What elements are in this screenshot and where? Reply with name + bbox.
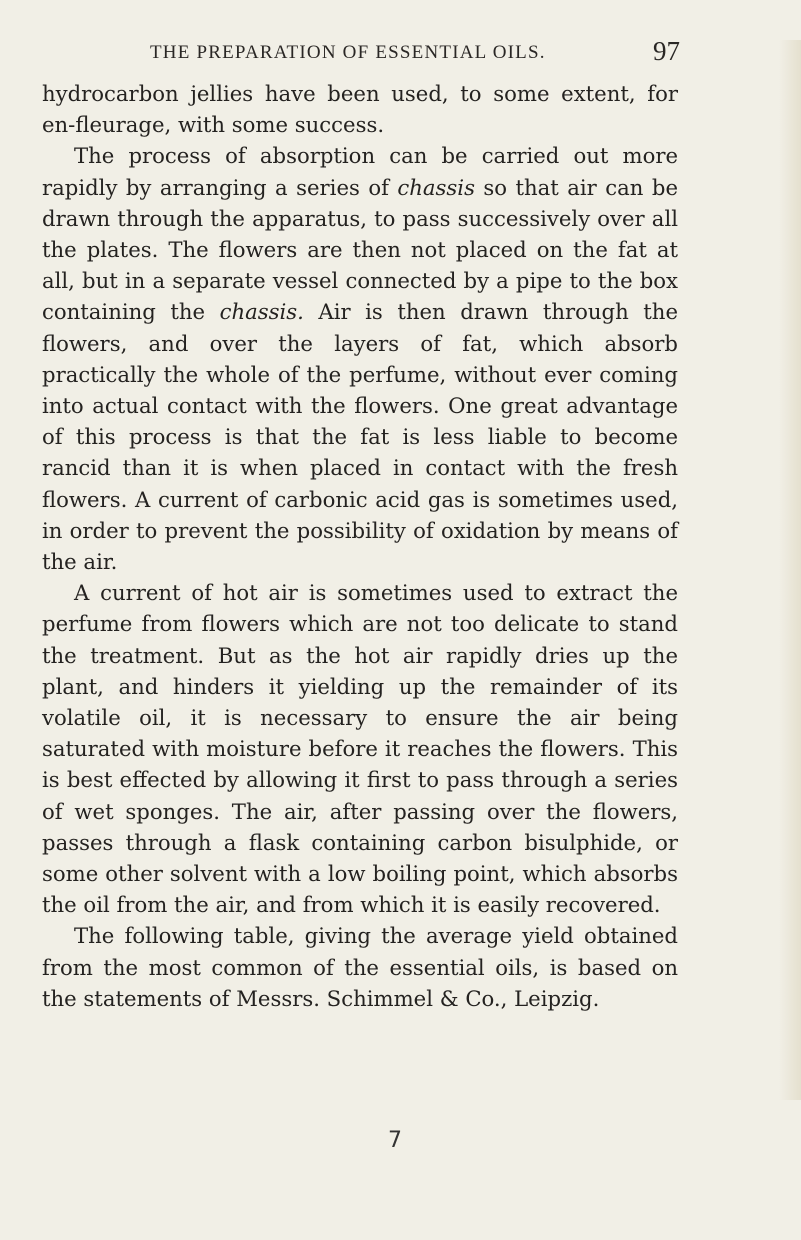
paragraph-4: The following table, giving the average yield obtained from the most common of the essential oils, is based on the statements of Messrs. Schimmel & Co., Leipzig. <box>42 923 678 1011</box>
running-title: THE PREPARATION OF ESSENTIAL OILS. <box>150 42 546 63</box>
paragraph-3: A current of hot air is sometimes used to extract the perfume from flowers which are not too delicate to stand the treatment. But as the hot air rapidly dries up the plant, and hinders it yielding up the remainder of its volatile oil, it is necessary to ensure the air being saturated with moisture before it reaches the flowers. This is best effected by allowing it first to pass through a series of wet sponges. The air, after passing over the flowers, passes through a flask containing carbon bisulphide, or some other solvent with a low boiling point, which absorbs the oil from the air, and from which it is easily recovered. <box>42 580 678 918</box>
signature-mark: 7 <box>388 1128 402 1153</box>
page-number: 97 <box>653 36 680 66</box>
paragraph-2 <box>42 140 678 577</box>
running-head <box>150 36 750 70</box>
paragraph-2-part-c: Air is then drawn through the flowers, and over the layers of fat, which absorb practically the whole of the perfume, without ever coming into actual contact with the flowers. One great advantage of this process is that the fat is less liable to become rancid than it is when placed in contact with the fresh flowers. A current of carbonic acid gas is sometimes used, in order to prevent the possibility of oxidation by means of the air. <box>42 299 678 575</box>
paragraph-2-part-b: so that air can be drawn through the apparatus, to pass successively over all the plates. The flowers are then not placed on the fat at all, but in a separate vessel connected by a pipe to the box containing the <box>42 174 678 325</box>
emphasis-chassis: chassis <box>397 174 475 200</box>
paragraph-2-part-a: The process of absorption can be carried out more rapidly by arranging a series of <box>42 143 678 200</box>
emphasis-chassis-2: chassis. <box>219 299 304 325</box>
paragraph-1: hydrocarbon jellies have been used, to some extent, for en-fleurage, with some success. <box>42 81 678 138</box>
body-text <box>42 78 678 1014</box>
page-edge <box>779 40 801 1100</box>
